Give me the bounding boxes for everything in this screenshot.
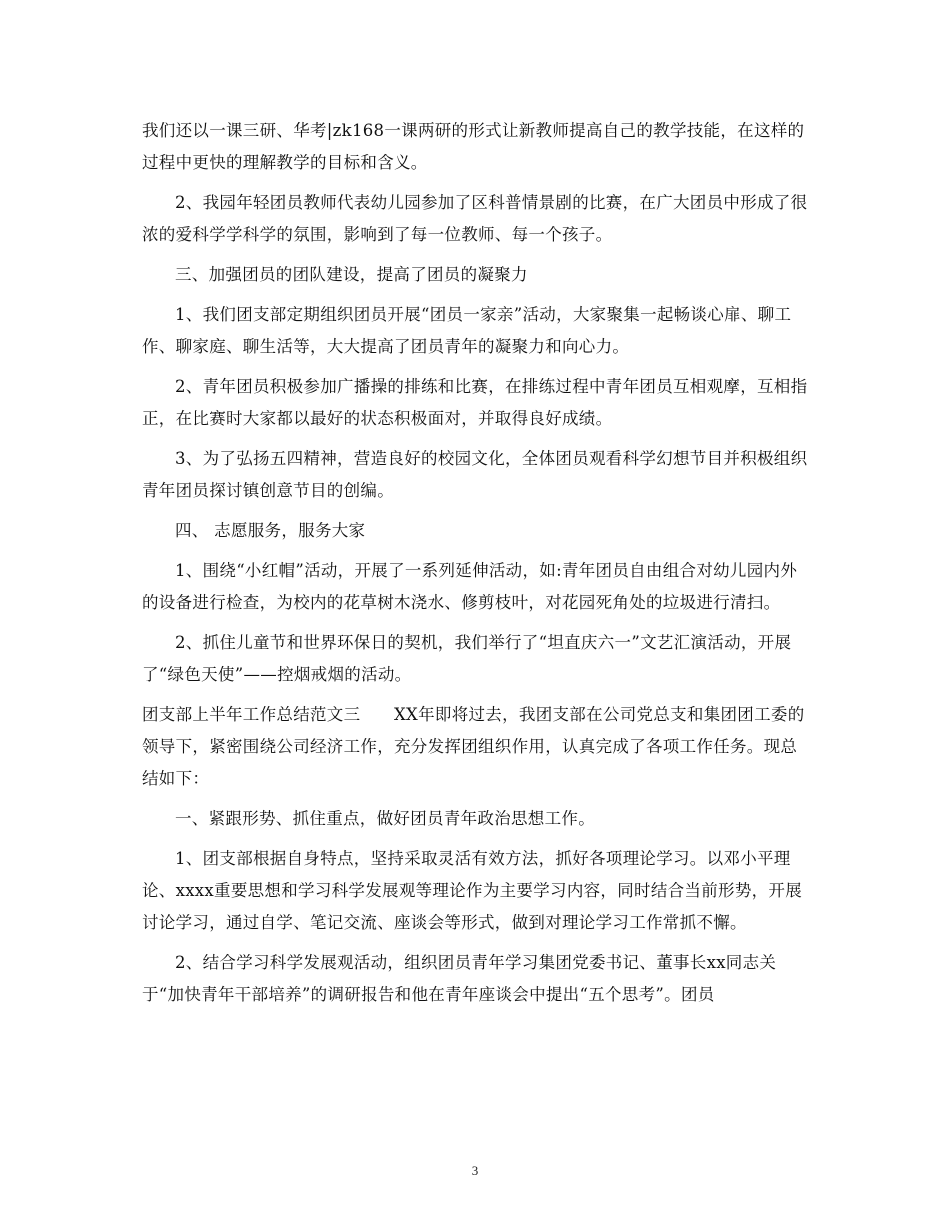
paragraph: 3、为了弘扬五四精神，营造良好的校园文化，全体团员观看科学幻想节目并积极组织青年团员探讨镇创意节目的创编。 [142,449,808,500]
paragraph: 1、我们团支部定期组织团员开展“团员一家亲”活动，大家聚集一起畅谈心扉、聊工作、聊家庭、聊生活等，大大提高了团员青年的凝聚力和向心力。 [142,305,792,356]
paragraph: 团支部上半年工作总结范文三 XX年即将过去，我团支部在公司党总支和集团团工委的领导下，紧密围绕公司经济工作，充分发挥团组织作用，认真完成了各项工作任务。现总结如下： [142,705,805,788]
paragraph: 1、围绕“小红帽”活动，开展了一系列延伸活动，如:青年团员自由组合对幼儿园内外的设备进行检查，为校内的花草树木浇水、修剪枝叶，对花园死角处的垃圾进行清扫。 [142,561,798,612]
paragraph: 三、加强团员的团队建设，提高了团员的凝聚力 [175,265,528,284]
paragraph: 2、抓住儿童节和世界环保日的契机，我们举行了“坦直庆六一”文艺汇演活动，开展了“绿色天使”——控烟戒烟的活动。 [142,633,792,684]
document-body [142,115,810,1019]
paragraph: 一、紧跟形势、抓住重点，做好团员青年政治思想工作。 [175,809,595,828]
paragraph: 2、我园年轻团员教师代表幼儿园参加了区科普情景剧的比赛，在广大团员中形成了很浓的爱科学学科学的氛围，影响到了每一位教师、每一个孩子。 [142,193,808,244]
paragraph: 1、团支部根据自身特点，坚持采取灵活有效方法，抓好各项理论学习。以邓小平理论、xxxx重要思想和学习科学发展观等理论作为主要学习内容，同时结合当前形势，开展讨论学习，通过自学、笔记交流、座谈会等形式，做到对理论学习工作常抓不懈。 [142,849,803,932]
paragraph: 2、结合学习科学发展观活动，组织团员青年学习集团党委书记、董事长xx同志关于“加快青年干部培养”的调研报告和他在青年座谈会中提出“五个思考”。团员 [142,953,777,1004]
paragraph: 2、青年团员积极参加广播操的排练和比赛，在排练过程中青年团员互相观摩，互相指正，在比赛时大家都以最好的状态积极面对，并取得良好成绩。 [142,377,808,428]
paragraph: 四、 志愿服务，服务大家 [175,521,366,540]
page-number: 3 [471,1163,479,1178]
paragraph: 我们还以一课三研、华考|zk168一课两研的形式让新教师提高自己的教学技能，在这样的过程中更快的理解教学的目标和含义。 [142,121,805,172]
